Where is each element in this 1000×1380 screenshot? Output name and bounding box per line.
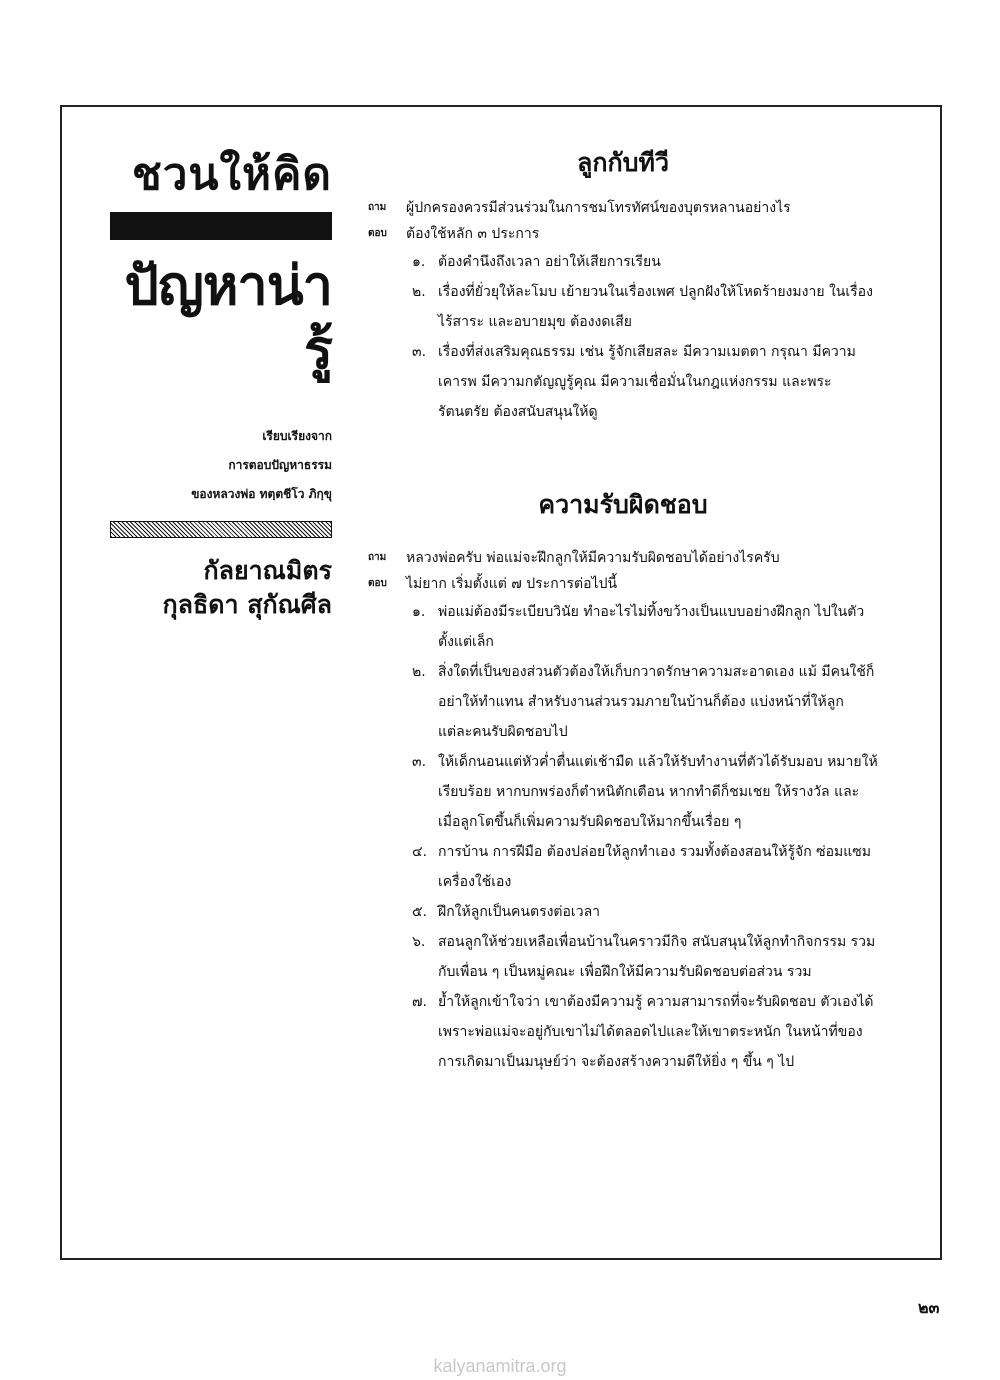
series-subtitle: ปัญหาน่ารู้ xyxy=(124,254,332,381)
question-tag: ถาม xyxy=(368,552,387,563)
question-row xyxy=(368,545,878,571)
item-number: ๑. xyxy=(412,254,426,270)
item-text: เรื่องที่ส่งเสริมคุณธรรม เช่น รู้จักเสียสละ มีความเมตตา กรุณา มีความเคารพ มีความกตัญญูรู้คุณ มีความเชื่อมั่นในกฎแห่งกรรม และพระรัตนตรัย ต้องสนับสนุนให้ดู xyxy=(438,344,856,420)
list-item xyxy=(368,247,878,277)
item-number: ๖. xyxy=(412,934,426,950)
page-number: ๒๓ xyxy=(918,1298,940,1317)
source-credit xyxy=(110,422,332,509)
item-text: ให้เด็กนอนแต่หัวค่ำตื่นแต่เช้ามืด แล้วให้รับทำงานที่ตัวได้รับมอบ หมายให้เรียบร้อย หากบกพร่องก็ตำหนิตักเตือน หากทำดีก็ชมเชย ให้รางวัล และเมื่อลูกโตขึ้นก็เพิ่มความรับผิดชอบให้มากขึ้นเรื่อย ๆ xyxy=(438,754,878,830)
item-number: ๗. xyxy=(412,994,427,1010)
item-number: ๓. xyxy=(412,754,427,770)
question-text: ผู้ปกครองควรมีส่วนร่วมในการชมโทรทัศน์ของบุตรหลานอย่างไร xyxy=(406,200,791,216)
list-item xyxy=(368,277,878,337)
item-number: ๔. xyxy=(412,844,428,860)
sidebar xyxy=(110,140,332,622)
section-title: ลูกกับทีวี xyxy=(577,148,669,177)
list-item xyxy=(368,747,878,837)
item-number: ๒. xyxy=(412,664,426,680)
section-title: ความรับผิดชอบ xyxy=(538,490,708,519)
source-line: การตอบปัญหาธรรม xyxy=(228,458,332,472)
question-tag: ถาม xyxy=(368,202,387,213)
list-item xyxy=(368,597,878,657)
list-item xyxy=(368,987,878,1077)
item-number: ๕. xyxy=(412,904,428,920)
list-item xyxy=(368,927,878,987)
list-item xyxy=(368,837,878,897)
item-number: ๒. xyxy=(412,284,426,300)
source-line: ของหลวงพ่อ ทตฺตชีโว ภิกฺขุ xyxy=(191,487,332,501)
answer-text: ไม่ยาก เริ่มตั้งแต่ ๗ ประการต่อไปนี้ xyxy=(406,576,618,592)
list-item xyxy=(368,657,878,747)
main-content xyxy=(368,145,878,1077)
source-line: เรียบเรียงจาก xyxy=(262,429,332,443)
answer-row xyxy=(368,571,878,597)
item-text: พ่อแม่ต้องมีระเบียบวินัย ทำอะไรไม่ทิ้งขว้างเป็นแบบอย่างฝึกลูก ไปในตัวตั้งแต่เล็ก xyxy=(438,604,865,650)
item-text: ย้ำให้ลูกเข้าใจว่า เขาต้องมีความรู้ ความสามารถที่จะรับผิดชอบ ตัวเองได้ เพราะพ่อแม่จะอยู่กับเขาไม่ได้ตลอดไปและให้เขาตระหนัก ในหน้าที่ของการเกิดมาเป็นมนุษย์ว่า จะต้องสร้างความดีให้ยิ่ง ๆ ขึ้น ๆ ไป xyxy=(438,994,874,1070)
item-text: ฝึกให้ลูกเป็นคนตรงต่อเวลา xyxy=(438,904,601,920)
item-number: ๓. xyxy=(412,344,427,360)
author-org: กัลยาณมิตร xyxy=(203,556,332,585)
question-row xyxy=(368,195,878,221)
question-text: หลวงพ่อครับ พ่อแม่จะฝึกลูกให้มีความรับผิดชอบได้อย่างไรครับ xyxy=(406,550,780,566)
answer-tag: ตอบ xyxy=(368,578,387,589)
item-text: ต้องคำนึงถึงเวลา อย่าให้เสียการเรียน xyxy=(438,254,661,270)
item-text: สิ่งใดที่เป็นของส่วนตัวต้องให้เก็บกวาดรักษาความสะอาดเอง แม้ มีคนใช้ก็อย่าให้ทำแทน สำหรับงานส่วนรวมภายในบ้านก็ต้อง แบ่งหน้าที่ให้ลูกแต่ละคนรับผิดชอบไป xyxy=(438,664,875,740)
list-item xyxy=(368,897,878,927)
answer-tag: ตอบ xyxy=(368,228,387,239)
answer-row xyxy=(368,221,878,247)
series-title: ชวนให้คิด xyxy=(131,149,332,200)
section-tv xyxy=(368,145,878,427)
item-text: สอนลูกให้ช่วยเหลือเพื่อนบ้านในคราวมีกิจ สนับสนุนให้ลูกทำกิจกรรม รวมกับเพื่อน ๆ เป็นหมู่คณะ เพื่อฝึกให้มีความรับผิดชอบต่อส่วน รวม xyxy=(438,934,876,980)
patterned-divider xyxy=(110,521,332,538)
list-item xyxy=(368,337,878,427)
item-text: เรื่องที่ยั่วยุให้ละโมบ เย้ายวนในเรื่องเพศ ปลูกฝังให้โหดร้ายงมงาย ในเรื่องไร้สาระ และอบายมุข ต้องงดเสีย xyxy=(438,284,873,330)
answer-text: ต้องใช้หลัก ๓ ประการ xyxy=(406,226,540,242)
divider-bar xyxy=(110,212,332,240)
footer-url: kalyanamitra.org xyxy=(433,1356,567,1376)
section-responsibility xyxy=(368,487,878,1077)
item-number: ๑. xyxy=(412,604,426,620)
item-text: การบ้าน การฝีมือ ต้องปล่อยให้ลูกทำเอง รวมทั้งต้องสอนให้รู้จัก ซ่อมแซมเครื่องใช้เอง xyxy=(438,844,872,890)
author-name: กุลธิดา สุกัณศีล xyxy=(162,590,332,619)
